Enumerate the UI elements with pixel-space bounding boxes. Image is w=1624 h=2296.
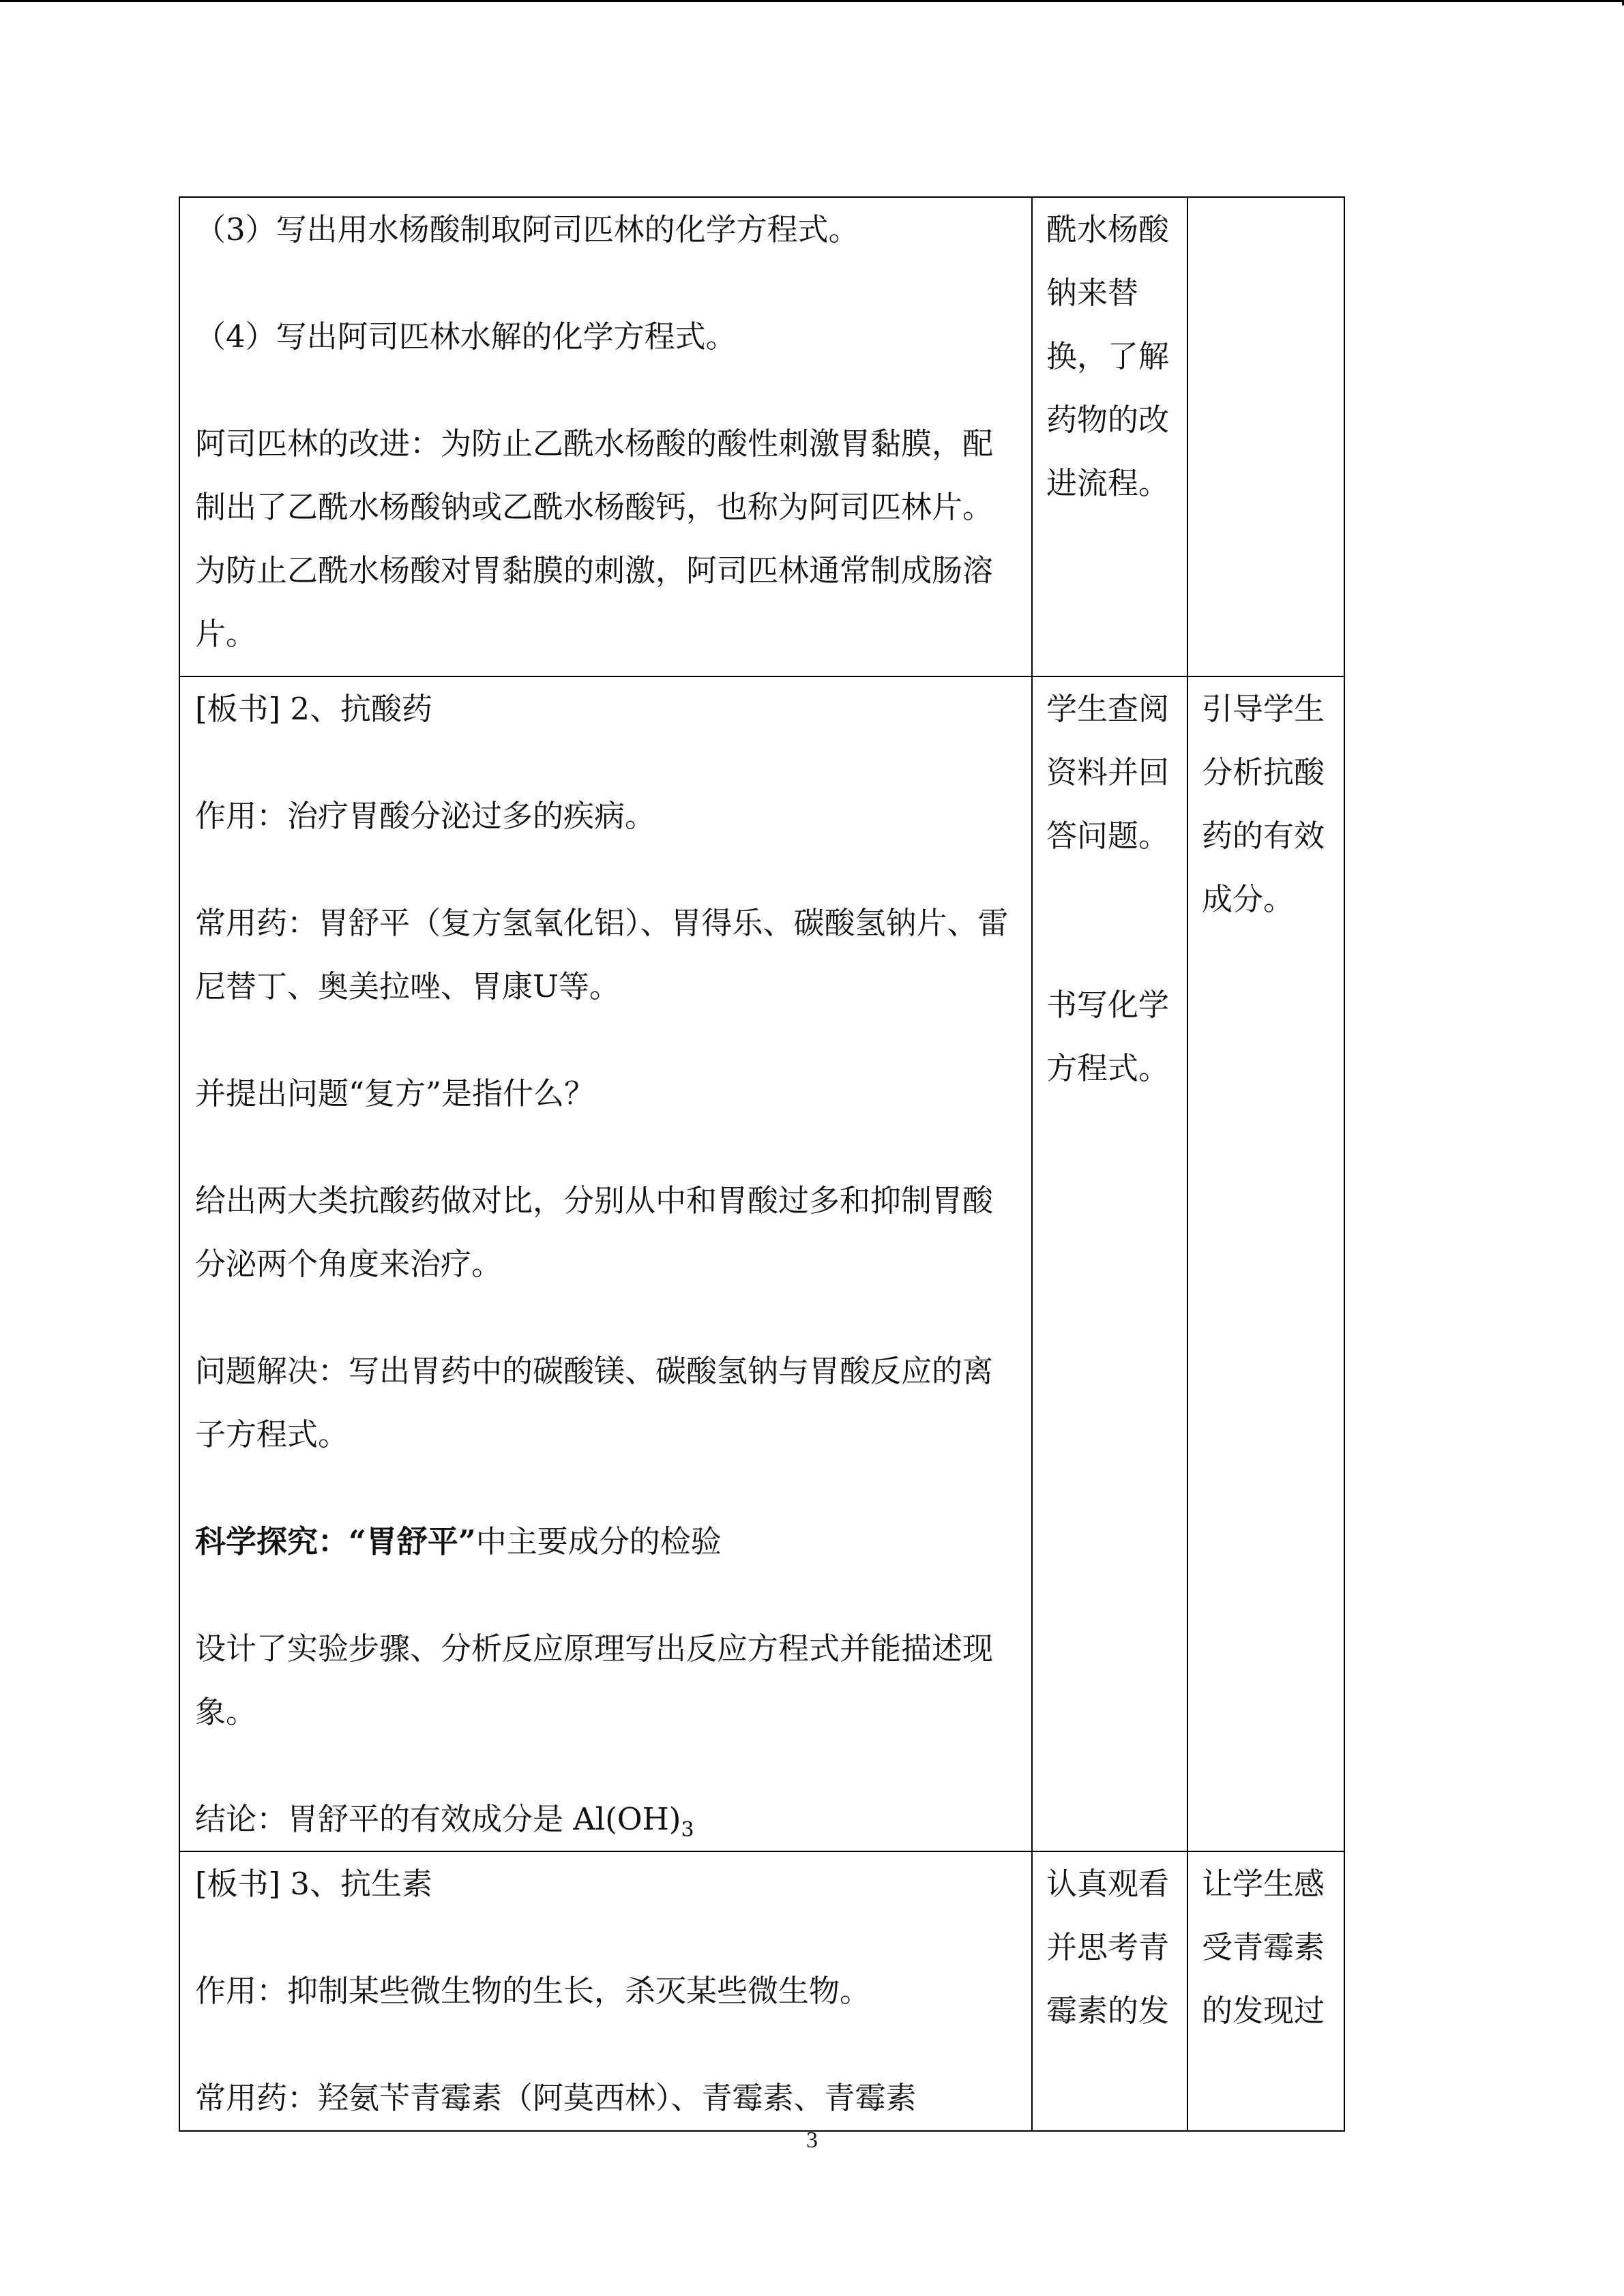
spacer bbox=[1046, 867, 1179, 973]
lesson-plan-table bbox=[179, 196, 1345, 2132]
paragraph: 常用药：羟氨苄青霉素（阿莫西林）、青霉素、青霉素 bbox=[195, 2080, 917, 2116]
design-intent-text: 引导学生分析抗酸药的有效成分。 bbox=[1202, 691, 1325, 917]
spacer bbox=[195, 1915, 1019, 1959]
student-activity-cell bbox=[1032, 676, 1187, 1851]
content-cell bbox=[179, 197, 1032, 676]
design-intent-text: 让学生感受青霉素的发现过 bbox=[1202, 1866, 1325, 2029]
paragraph: 给出两大类抗酸药做对比，分别从中和胃酸过多和抑制胃酸分泌两个角度来治疗。 bbox=[195, 1182, 994, 1282]
student-activity-text: 书写化学方程式。 bbox=[1046, 987, 1170, 1086]
conclusion-subscript: 3 bbox=[681, 1818, 694, 1842]
paragraph: （3）写出用水杨酸制取阿司匹林的化学方程式。 bbox=[195, 211, 859, 248]
table-row bbox=[179, 197, 1344, 676]
content-cell bbox=[179, 1851, 1032, 2131]
spacer bbox=[195, 368, 1019, 412]
spacer bbox=[195, 1296, 1019, 1339]
paragraph: [板书] 2、抗酸药 bbox=[195, 691, 433, 727]
paragraph: 作用：治疗胃酸分泌过多的疾病。 bbox=[195, 798, 656, 834]
spacer bbox=[195, 741, 1019, 784]
student-activity-text: 认真观看并思考青霉素的发 bbox=[1046, 1866, 1170, 2029]
page-top-border bbox=[0, 0, 1624, 2]
student-activity-text: 酰水杨酸钠来替换，了解药物的改进流程。 bbox=[1046, 211, 1170, 501]
inquiry-heading bbox=[195, 1510, 1019, 1573]
spacer bbox=[195, 1466, 1019, 1510]
spacer bbox=[195, 1018, 1019, 1062]
inquiry-text: 中主要成分的检验 bbox=[475, 1523, 722, 1560]
inquiry-label: 科学探究：“胃舒平” bbox=[195, 1523, 476, 1560]
design-intent-cell bbox=[1187, 1851, 1344, 2131]
student-activity-cell bbox=[1032, 1851, 1187, 2131]
table-row bbox=[179, 1851, 1344, 2131]
paragraph: （4）写出阿司匹林水解的化学方程式。 bbox=[195, 318, 737, 355]
spacer bbox=[195, 848, 1019, 891]
design-intent-cell bbox=[1187, 197, 1344, 676]
paragraph: 阿司匹林的改进：为防止乙酰水杨酸的酸性刺激胃黏膜，配制出了乙酰水杨酸钠或乙酰水杨酸钙，也称为阿司匹林片。为防止乙酰水杨酸对胃黏膜的刺激，阿司匹林通常制成肠溶片。 bbox=[195, 426, 994, 652]
table-row bbox=[179, 676, 1344, 1851]
spacer bbox=[195, 1573, 1019, 1617]
paragraph: 常用药：胃舒平（复方氢氧化铝）、胃得乐、碳酸氢钠片、雷尼替丁、奥美拉唑、胃康U等。 bbox=[195, 905, 1009, 1004]
content-cell bbox=[179, 676, 1032, 1851]
paragraph: 问题解决：写出胃药中的碳酸镁、碳酸氢钠与胃酸反应的离子方程式。 bbox=[195, 1353, 994, 1452]
design-intent-cell bbox=[1187, 676, 1344, 1851]
conclusion bbox=[195, 1787, 1019, 1851]
student-activity-cell bbox=[1032, 197, 1187, 676]
spacer bbox=[195, 1125, 1019, 1169]
spacer bbox=[195, 261, 1019, 305]
paragraph: 作用：抑制某些微生物的生长，杀灭某些微生物。 bbox=[195, 1973, 871, 2009]
spacer bbox=[195, 1744, 1019, 1787]
student-activity-text: 学生查阅资料并回答问题。 bbox=[1046, 691, 1170, 854]
conclusion-text: 结论：胃舒平的有效成分是 Al(OH) bbox=[195, 1801, 681, 1837]
paragraph: [板书] 3、抗生素 bbox=[195, 1866, 433, 1902]
paragraph: 设计了实验步骤、分析反应原理写出反应方程式并能描述现象。 bbox=[195, 1630, 994, 1730]
page-number: 3 bbox=[806, 2128, 818, 2153]
paragraph: 并提出问题“复方”是指什么？ bbox=[195, 1075, 595, 1112]
spacer bbox=[195, 2023, 1019, 2066]
